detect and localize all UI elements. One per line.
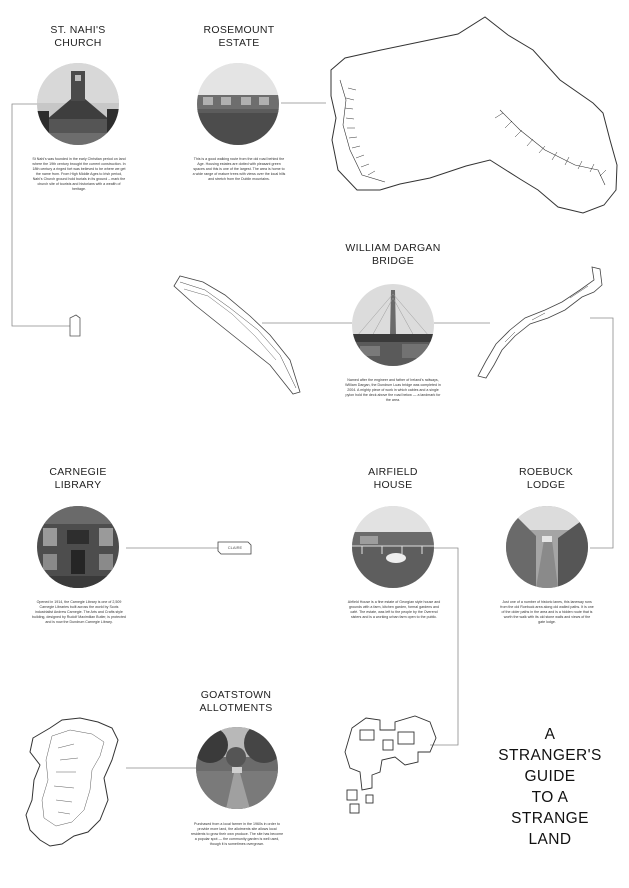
roebuck-photo xyxy=(506,506,588,588)
poster-title: A STRANGER'S GUIDE TO A STRANGE LAND xyxy=(498,726,602,848)
st-nahis-footprint xyxy=(70,315,80,336)
goatstown-description: Purchased from a local farmer in the 1960s in order to provide more land, the allotments site allows local residents to grow their own produce. The site has become a popular spot — the community garden is well used, though it is sometimes overgrown. xyxy=(190,822,284,846)
airfield-house-plan xyxy=(345,716,436,813)
connector-airfield xyxy=(430,548,458,745)
carnegie-photo xyxy=(37,506,119,588)
dargan-description: Named after the engineer and father of Ireland's railways, William Dargan, the Dundrum Luas bridge was completed in 2004. A mighty piece of work in which cables and a single pylon hold the deck above the road below — a landmark for the area. xyxy=(345,378,441,402)
roebuck-path xyxy=(478,267,602,378)
rosemount-description: This is a good walking route from the old road behind the Age. Housing estates are dotted with pleasant green spaces and this is one of the largest. The area is home to a wide range of mature trees with views over the local hills and stretch from the Dublin mountains. xyxy=(192,157,286,181)
rosemount-photo xyxy=(197,63,279,145)
carnegie-description: Opened in 1914, the Carnegie Library is one of 2,509 Carnegie Libraries built across the world by Scots industrialist Andrew Carnegie. The Arts and Crafts style building, designed by Rudolf Maximilian Butler, is protected and is now the Dundrum Carnegie Library. xyxy=(32,600,126,624)
rosemount-title: ROSEMOUNT ESTATE xyxy=(203,24,275,49)
carnegie-label: CLAIRE xyxy=(227,545,243,550)
airfield-description: Airfield House is a fine estate of Georgian style house and grounds with a farm, kitchen garden, formal gardens and café. The estate, was left to the people by the Overend sisters and is a working urban farm open to the public. xyxy=(347,600,441,619)
goatstown-photo xyxy=(196,727,278,809)
connector-roebuck xyxy=(590,318,613,548)
roebuck-title: ROEBUCK LODGE xyxy=(518,466,574,491)
goatstown-title: GOATSTOWN ALLOTMENTS xyxy=(199,689,273,714)
st-nahis-description: St Nahi's was founded in the early Christian period on land where the 19th century brought the current construction. In 18th century a ringed fort was believed to be where we get the name from. From High Middle Ages to Irish period, Nahi's Church ground hold burials in its ground – mark the church site of tourists and historians with a wealth of heritage. xyxy=(32,157,126,191)
st-nahis-title: ST. NAHI'S CHURCH xyxy=(50,24,106,49)
goatstown-allotments-map xyxy=(26,718,118,846)
airfield-title: AIRFIELD HOUSE xyxy=(368,466,418,491)
dargan-photo xyxy=(352,284,434,366)
rosemount-estate-map xyxy=(331,17,617,213)
dargan-title: WILLIAM DARGAN BRIDGE xyxy=(345,242,441,267)
roebuck-description: Just one of a number of historic lanes, this laneway runs from the old Roebuck area along old walled paths. It is one of the older paths in the area and is a hidden route that is worth the walk with its old stone walls and views of the gate lodge. xyxy=(500,600,594,624)
st-nahis-photo xyxy=(37,63,119,145)
airfield-photo xyxy=(352,506,434,588)
carnegie-title: CARNEGIE LIBRARY xyxy=(49,466,107,491)
dargan-bridge-plan xyxy=(174,276,300,394)
